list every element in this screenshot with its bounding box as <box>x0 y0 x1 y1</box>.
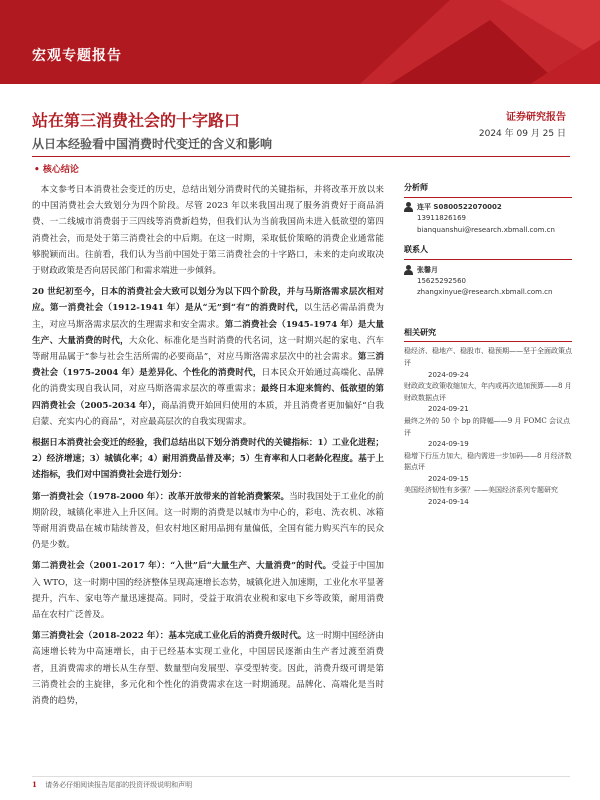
contact-name: 张馨月 <box>417 264 438 274</box>
report-title: 站在第三消费社会的十字路口 <box>32 111 241 130</box>
analyst-phone: 13911826169 <box>417 214 466 223</box>
related-item[interactable]: 最终之外的 50 个 bp 的降幅——9 月 FOMC 会议点评 2024-09-19 <box>404 416 571 449</box>
decorative-pattern-graphic <box>300 0 600 84</box>
main-body <box>32 182 384 714</box>
related-item[interactable]: 稳增下行压力加大，稳内需进一步加码——8 月经济数据点评 2024-09-15 <box>404 451 572 483</box>
paragraph-summary: 本文参考日本消费社会变迁的历史，总结出划分消费时代的关键指标，并将改革开放以来的中国消费社会大致划分为四个阶段。尽管 2023 年以来我国出现了服务消费好于商品消费、一二线城市消费弱于三四线等消费新趋势，但我们认为当前我国尚未进入低欲望的第四消费社会，而是处于第三消费社会的中后期。在这一时期，采取低价策略的消费企业通常能够脱颖而出。往前看，我们认为当前中国处于第三消费社会的十字路口，未来的走向或取决于财政政策是否向居民部门和需求端进一步倾斜。 <box>32 185 384 277</box>
contact-phone: 15625292560 <box>417 276 466 285</box>
paragraph-stage-two: 第二消费社会（2001-2017 年）：“入世”后“大量生产、大量消费”的时代。受益于中国加入 WTO，这一时期中国的经济整体呈现高速增长态势，城镇化进入加速期，工业化水平显著提升，汽车、家电等产量迅速提高。同时，受益于取消农业税和家电下乡等政策，耐用消费品在农村广泛普及。 <box>32 561 384 621</box>
analyst-heading: 分析师 <box>404 182 572 198</box>
report-type-label: 证券研究报告 <box>506 112 566 123</box>
analyst-name-row <box>404 202 572 214</box>
related-research-list <box>404 346 572 508</box>
header-banner <box>0 0 600 84</box>
related-item[interactable]: 稳经济、稳地产、稳股市、稳预期——坚于全面政策点评 2024-09-24 <box>404 347 572 379</box>
analyst-name: 连平 S0800522070002 <box>417 202 502 211</box>
paragraph-japan-stages: 20 世纪初至今，日本的消费社会大致可以划分为以下四个阶段，并与马斯洛需求层次相对应。第一消费社会（1912-1941 年）是从“无”到“有”的消费时代，以生活必需品消费为主，对应马斯洛需求层次的生理需求和安全需求。第二消费社会（1945-1974 年）是大量生产、大量消费的时代，大众化、标准化是当时消费的代名词，这一时期兴起的家电、汽车等耐用品属于“参与社会生活所需的必要商品”，对应马斯洛需求层次中的社会需求。第三消费社会（1975-2004 年）是差异化、个性化的消费时代，日本民众开始通过高端化、品牌化的消费实现自我认同，对应马斯洛需求层次的尊重需求；最终日本迎来简约、低欲望的第四消费社会（2005-2034 年），商品消费开始回归使用的本质，并且消费者更加偏好“自我启蒙、充实内心的商品”，对应最高层次的自我实现需求。 <box>32 287 384 427</box>
footer <box>32 780 192 790</box>
disclaimer-text: 请务必仔细阅读报告尾部的投资评级说明和声明 <box>45 781 193 789</box>
person-icon <box>404 265 413 275</box>
person-icon <box>404 202 413 212</box>
paragraph-indicators: 根据日本消费社会变迁的经验，我们总结出以下划分消费时代的关键指标：1）工业化进程；2）经济增速；3）城镇化率；4）耐用消费品普及率；5）生育率和人口老龄化程度。基于上述指标，我们对中国消费社会进行划分： <box>32 438 384 481</box>
related-item[interactable]: 财政政支政策收缩加大，年内或再次追加预算——8 月财政数据点评 2024-09-21 <box>404 382 572 414</box>
page-number: 1 <box>32 780 37 789</box>
related-research-heading: 相关研究 <box>404 327 572 343</box>
section-divider <box>32 156 570 157</box>
contact-email[interactable]: zhangxinyue@research.xbmall.com.cn <box>417 288 553 297</box>
key-conclusion-heading: • 核心结论 <box>34 165 79 175</box>
contact-name-row <box>404 264 572 276</box>
report-date: 2024 年 09 月 25 日 <box>478 129 566 139</box>
report-category-title: 宏观专题报告 <box>32 48 122 64</box>
paragraph-stage-one: 第一消费社会（1978-2000 年）：改革开放带来的首轮消费繁荣。当时我国处于工业化的前期阶段，城镇化率进入上升区间。这一时期的消费是以城市为中心的，彩电、洗衣机、冰箱等耐用消费品在城市陆续普及，但农村地区耐用品拥有量偏低，全国有能力购买汽车的民众仍是少数。 <box>32 491 384 551</box>
contact-heading: 联系人 <box>404 244 572 260</box>
bullet-icon: • <box>34 165 43 175</box>
paragraph-stage-three: 第三消费社会（2018-2022 年）：基本完成工业化后的消费升级时代。这一时期中国经济由高速增长转为中高速增长，由于已经基本实现工业化，中国居民逐渐由生产者过渡至消费者，且消费需求的增长从生存型、数量型向发展型、享受型转变。因此，消费升级可谓是第三消费社会的主旋律，多元化和个性化的消费需求在这一时期涌现。品牌化、高端化是当时消费的趋势， <box>32 631 384 707</box>
sidebar <box>404 182 572 509</box>
report-subtitle: 从日本经验看中国消费时代变迁的含义和影响 <box>32 137 273 151</box>
footer-divider <box>32 776 570 777</box>
related-item[interactable]: 美国经济韧性有多强？——美国经济系列专题研究 2024-09-14 <box>404 486 558 507</box>
analyst-email[interactable]: bianquanshui@research.xbmall.com.cn <box>417 225 555 234</box>
